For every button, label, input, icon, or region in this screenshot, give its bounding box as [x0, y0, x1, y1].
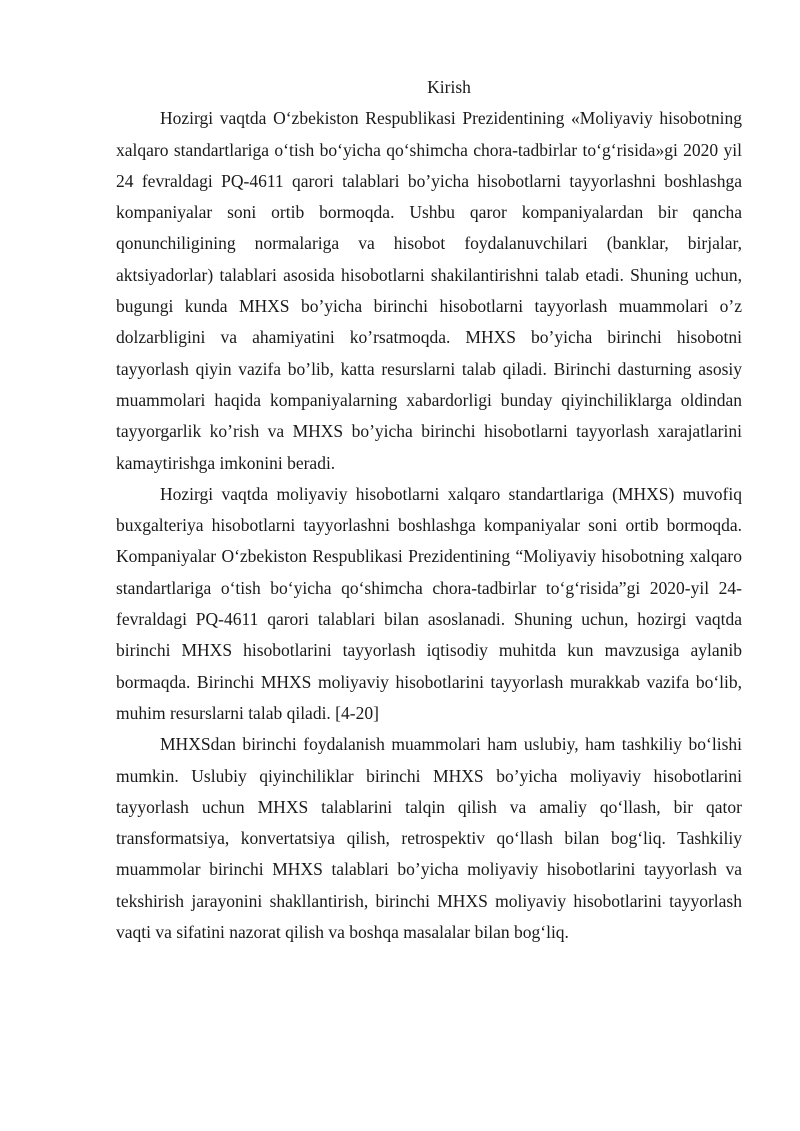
paragraph-2: Hozirgi vaqtda moliyaviy hisobotlarni xalqaro standartlariga (MHXS) muvofiq buxgalteriya hisobotlarni tayyorlashni boshlashga kompaniyalar soni ortib bormoqda. Kompaniyalar O‘zbekiston Respublikasi Prezidentining “Moliyaviy hisobotning xalqaro standartlariga o‘tish bo‘yicha qo‘shimcha chora-tadbirlar to‘g‘risida”gi 2020-yil 24-fevraldagi PQ-4611 qarori talablari bilan asoslanadi. Shuning uchun, hozirgi vaqtda birinchi MHXS hisobotlarini tayyorlash iqtisodiy muhitda kun mavzusiga aylanib bormaqda. Birinchi MHXS moliyaviy hisobotlarini tayyorlash murakkab vazifa bo‘lib, muhim resurslarni talab qiladi. [4-20] — [116, 483, 742, 723]
section-title: Kirish — [427, 77, 471, 97]
paragraph-1: Hozirgi vaqtda O‘zbekiston Respublikasi Prezidentining «Moliyaviy hisobotning xalqaro standartlariga o‘tish bo‘yicha qo‘shimcha chora-tadbirlar to‘g‘risida»gi 2020 yil 24 fevraldagi PQ-4611 qarori talablari bo’yicha hisobotlarni tayyorlashni boshlashga kompaniyalar soni ortib bormoqda. Ushbu qaror kompaniyalardan bir qancha qonunchiligining normalariga va hisobot foydalanuvchilari (banklar, birjalar, aktsiyadorlar) talablari asosida hisobotlarni shakilantirishni talab etadi. Shuning uchun, bugungi kunda MHXS bo’yicha birinchi hisobotlarni tayyorlash muammolari o’z dolzarbligini va ahamiyatini ko’rsatmoqda. MHXS bo’yicha birinchi hisobotni tayyorlash qiyin vazifa bo’lib, katta resurslarni talab qiladi. Birinchi dasturning asosiy muammolari haqida kompaniyalarning xabardorligi bunday qiyinchiliklarga oldindan tayyorgarlik ko’rish va MHXS bo’yicha birinchi hisobotlarni tayyorlash xarajatlarini kamaytirishga imkonini beradi. — [116, 108, 742, 473]
paragraph-3: MHXSdan birinchi foydalanish muammolari ham uslubiy, ham tashkiliy bo‘lishi mumkin. Uslubiy qiyinchiliklar birinchi MHXS bo’yicha moliyaviy hisobotlarini tayyorlash uchun MHXS talablarini talqin qilish va amaliy qo‘llash, bir qator transformatsiya, konvertatsiya qilish, retrospektiv qo‘llash bilan bog‘liq. Tashkiliy muammolar birinchi MHXS talablari bo’yicha moliyaviy hisobotlarini tayyorlash va tekshirish jarayonini shakllantirish, birinchi MHXS moliyaviy hisobotlarini tayyorlash vaqti va sifatini nazorat qilish va boshqa masalalar bilan bog‘liq. — [116, 734, 742, 943]
document-body — [116, 72, 742, 948]
